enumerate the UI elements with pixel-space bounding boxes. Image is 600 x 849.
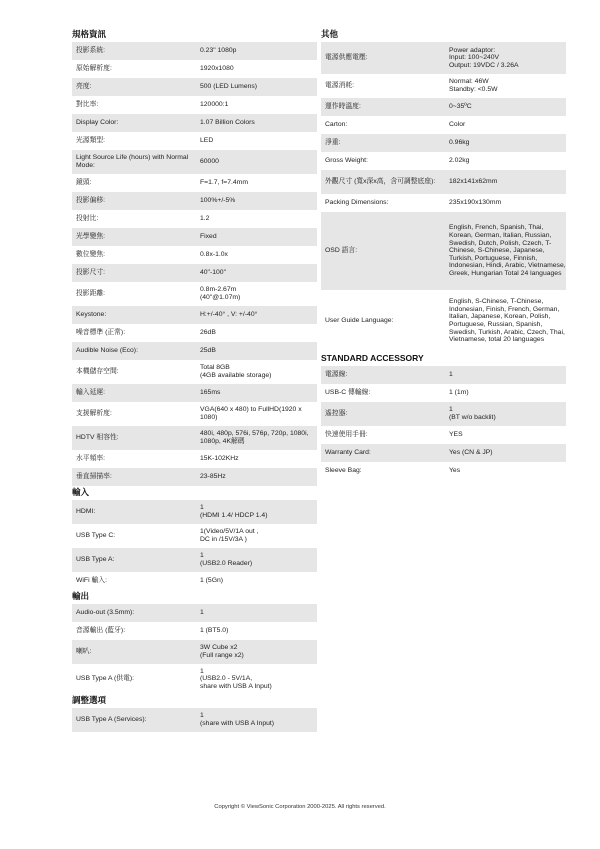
spec-row (72, 114, 317, 132)
spec-row (72, 640, 317, 664)
spec-row (321, 152, 566, 170)
spec-value: 480i, 480p, 576i, 576p, 720p, 1080i, 1080p, 4K解碼 (200, 430, 309, 445)
spec-label: 外觀尺寸 (寬x深x高，含可調整底座): (325, 178, 436, 186)
spec-label: USB-C 傳輸線: (325, 389, 371, 397)
spec-row (72, 468, 317, 486)
spec-row (72, 664, 317, 694)
spec-row (321, 74, 566, 98)
spec-value: 2.02kg (449, 157, 470, 165)
spec-label: Warranty Card: (325, 449, 371, 457)
spec-label: OSD 語言: (325, 247, 358, 255)
spec-label: 支援解析度: (76, 410, 112, 418)
spec-label: 垂直掃描率: (76, 473, 112, 481)
spec-value: 1.2 (200, 215, 210, 223)
spec-label: Packing Dimensions: (325, 199, 389, 207)
spec-row (72, 132, 317, 150)
spec-row (72, 342, 317, 360)
section-title: 調整選項 (72, 695, 107, 705)
spec-label: HDMI: (76, 508, 96, 516)
spec-label: 輸入延遲: (76, 389, 106, 397)
spec-label: 數位變焦: (76, 251, 106, 259)
spec-value: F=1.7, f=7.4mm (200, 179, 248, 187)
spec-label: Light Source Life (hours) with Normal Mode: (76, 154, 189, 169)
spec-label: 光源類型: (76, 137, 106, 145)
spec-row (321, 98, 566, 116)
spec-value: English, French, Spanish, Thai, Korean, German, Italian, Russian, Swedish, Dutch, Polish, Czech, T-Chinese, S-Chinese, Japanese, Turkish, Portuguese, Finnish, Indonesian, Hindi, Arabic, Vietnamese, Greek, Hungarian Total 24 languages (449, 224, 566, 277)
spec-value: Yes (449, 467, 461, 475)
spec-value: 15K-102KHz (200, 455, 239, 463)
spec-label: 投射比: (76, 215, 99, 223)
spec-value: H:+/-40° , V: +/-40° (200, 311, 258, 319)
spec-row (72, 42, 317, 60)
spec-value: 182x141x62mm (449, 178, 498, 186)
spec-label: USB Type A (供電): (76, 675, 135, 683)
spec-label: WiFi 輸入: (76, 577, 107, 585)
spec-value: 1 (USB2.0 - 5V/1A, share with USB A Input) (200, 667, 272, 690)
spec-label: Audio-out (3.5mm): (76, 609, 135, 617)
spec-label: 本機儲存空間: (76, 368, 119, 376)
spec-row (72, 228, 317, 246)
spec-row (72, 402, 317, 426)
spec-label: Keystone: (76, 311, 107, 319)
section-title: STANDARD ACCESSORY (321, 353, 424, 363)
spec-row (72, 60, 317, 78)
spec-value: 1 (share with USB A Input) (200, 712, 275, 727)
spec-label: 投影系統: (76, 47, 106, 55)
spec-value: 1 (1m) (449, 389, 469, 397)
spec-value: YES (449, 431, 463, 439)
spec-value: Total 8GB (4GB available storage) (200, 364, 272, 379)
spec-row (72, 450, 317, 468)
spec-value: VGA(640 x 480) to FullHD(1920 x 1080) (200, 406, 302, 421)
spec-row (72, 572, 317, 590)
spec-row (72, 622, 317, 640)
section-title: 其他 (321, 29, 339, 39)
spec-value: 1(Video/5V/1A out , DC in /15V/3A ) (200, 528, 259, 543)
spec-value: 1 (5Gn) (200, 577, 224, 585)
spec-row (72, 426, 317, 450)
spec-label: 喇叭: (76, 648, 92, 656)
spec-row (72, 604, 317, 622)
spec-row (321, 134, 566, 152)
spec-row (72, 500, 317, 524)
spec-row (72, 174, 317, 192)
spec-label: Audible Noise (Eco): (76, 347, 138, 355)
spec-value: English, S-Chinese, T-Chinese, Indonesian, Finish, French, German, Italian, Japanese, Korean, Polish, Portuguese, Russian, Spanish, Swedish, Turkish, Arabic, Czech, Thai, Vietnamese, total 20 languages (449, 298, 565, 344)
spec-row (321, 290, 566, 352)
spec-row (321, 402, 566, 426)
spec-label: 投影尺寸: (76, 269, 106, 277)
spec-label: 對比率: (76, 101, 99, 109)
spec-value: 23-85Hz (200, 473, 226, 481)
spec-value: 0.96kg (449, 139, 470, 147)
spec-row (72, 708, 317, 732)
spec-label: 遙控器: (325, 410, 348, 418)
spec-value: 1 (BT5.0) (200, 627, 229, 635)
spec-row (321, 462, 566, 480)
spec-label: 電源線: (325, 371, 348, 379)
spec-value: 3W Cube x2 (Full range x2) (200, 644, 244, 659)
spec-label: 投影距離: (76, 290, 106, 298)
spec-row (321, 170, 566, 194)
spec-row (72, 360, 317, 384)
spec-row (72, 210, 317, 228)
section-title: 規格資訊 (72, 29, 107, 39)
spec-label: USB Type A: (76, 556, 115, 564)
spec-value: 26dB (200, 329, 216, 337)
spec-label: 鏡頭: (76, 179, 92, 187)
spec-value: Fixed (200, 233, 217, 241)
spec-label: USB Type A (Services): (76, 716, 147, 724)
spec-value: Yes (CN & JP) (449, 449, 493, 457)
spec-value: 1 (449, 371, 453, 379)
left-column (72, 28, 317, 732)
spec-row (72, 246, 317, 264)
spec-row (321, 194, 566, 212)
spec-label: HDTV 相容性: (76, 434, 119, 442)
section-title: 輸入 (72, 487, 90, 497)
spec-row (72, 548, 317, 572)
spec-label: 音源輸出 (藍牙): (76, 627, 126, 635)
spec-value: 60000 (200, 158, 219, 166)
spec-row (321, 426, 566, 444)
spec-value: LED (200, 137, 214, 145)
spec-value: 0.8x-1.0x (200, 251, 228, 259)
copyright-footer: Copyright © ViewSonic Corporation 2000-2025. All rights reserved. (214, 804, 386, 810)
spec-value: 0.8m-2.67m (40"@1.07m) (200, 286, 241, 301)
spec-label: 淨重: (325, 139, 341, 147)
spec-row (72, 282, 317, 306)
spec-label: USB Type C: (76, 532, 116, 540)
spec-value: 1 (200, 609, 204, 617)
spec-label: Sleeve Bag: (325, 467, 362, 475)
spec-value: 0~35ºC (449, 103, 472, 111)
spec-row (321, 42, 566, 74)
spec-value: 1 (HDMI 1.4/ HDCP 1.4) (200, 504, 268, 519)
spec-value: Power adaptor: Input: 100~240V Output: 19VDC / 3.26A (449, 46, 519, 69)
spec-label: 電源供應電壓: (325, 54, 368, 62)
section-title: 輸出 (72, 591, 90, 601)
spec-value: 1920x1080 (200, 65, 234, 73)
spec-value: 500 (LED Lumens) (200, 83, 258, 91)
spec-row (72, 524, 317, 548)
spec-label: Display Color: (76, 119, 119, 127)
spec-value: 100%+/-5% (200, 197, 236, 205)
spec-label: Gross Weight: (325, 157, 368, 165)
spec-row (72, 324, 317, 342)
spec-value: Color (449, 121, 466, 129)
spec-label: 運作時溫度: (325, 103, 361, 111)
spec-value: 120000:1 (200, 101, 229, 109)
spec-value: 25dB (200, 347, 216, 355)
spec-row (321, 116, 566, 134)
spec-value: 40"-100" (200, 269, 226, 277)
spec-label: Carton: (325, 121, 348, 129)
spec-label: 快速使用手冊: (325, 431, 368, 439)
spec-label: 電源消耗: (325, 82, 355, 90)
spec-value: 1.07 Billion Colors (200, 119, 255, 127)
spec-value: 165ms (200, 389, 221, 397)
spec-value: 0.23" 1080p (200, 47, 237, 55)
right-column (321, 28, 566, 480)
spec-label: 投影偏移: (76, 197, 106, 205)
spec-value: Normal: 46W Standby: <0.5W (449, 78, 498, 93)
spec-row (72, 306, 317, 324)
spec-label: 光學變焦: (76, 233, 106, 241)
spec-value: 1 (BT w/o backlit) (449, 406, 496, 421)
spec-label: 亮度: (76, 83, 92, 91)
spec-label: 噪音標準 (正常): (76, 329, 126, 337)
spec-label: 原始解析度: (76, 65, 112, 73)
spec-value: 235x190x130mm (449, 199, 502, 207)
spec-row (321, 212, 566, 290)
spec-row (72, 96, 317, 114)
spec-row (72, 384, 317, 402)
spec-row (72, 150, 317, 174)
spec-label: 水平頻率: (76, 455, 106, 463)
spec-row (72, 264, 317, 282)
spec-row (72, 192, 317, 210)
spec-row (321, 384, 566, 402)
spec-row (321, 444, 566, 462)
spec-row (321, 366, 566, 384)
spec-row (72, 78, 317, 96)
spec-value: 1 (USB2.0 Reader) (200, 552, 253, 567)
spec-label: User Guide Language: (325, 317, 394, 325)
